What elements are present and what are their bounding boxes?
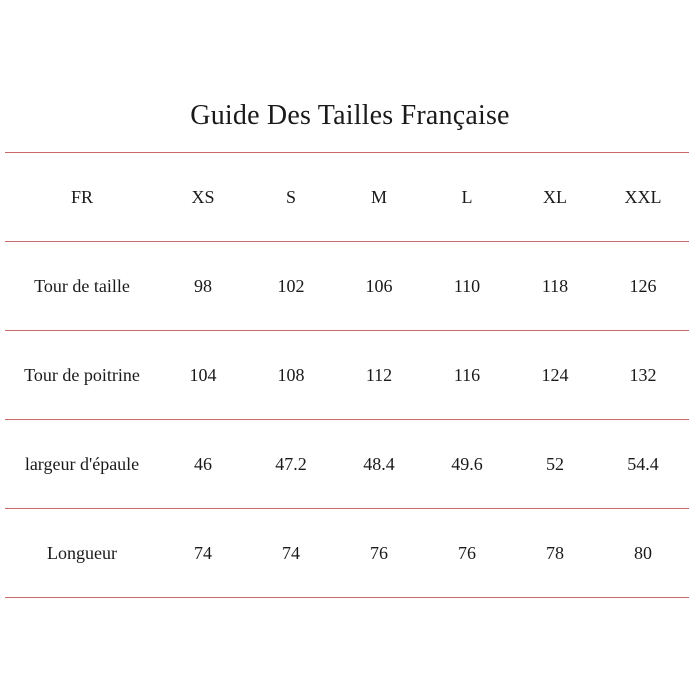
table-cell: 132 [629,364,657,385]
table-cell: 47.2 [275,453,307,474]
table-row-longueur [5,509,689,598]
page-title: Guide Des Tailles Française [190,100,510,131]
table-cell: 124 [541,364,569,385]
header-cell-xs: XS [191,186,215,207]
row-label: largeur d'épaule [24,453,140,474]
table-cell: 48.4 [363,453,395,474]
table-cell: 118 [541,275,569,296]
row-label: Tour de poitrine [24,364,140,385]
table-cell: 74 [282,542,300,563]
header-cell-fr: FR [70,186,94,207]
table-cell: 112 [365,364,393,385]
table-cell: 78 [546,542,564,563]
table-cell: 46 [194,453,212,474]
header-cell-l: L [461,186,473,207]
table-cell: 54.4 [627,453,659,474]
table-cell: 80 [634,542,652,563]
header-cell-m: M [370,186,387,207]
table-cell: 126 [629,275,657,296]
table-cell: 110 [453,275,481,296]
table-cell: 98 [194,275,212,296]
table-cell: 49.6 [451,453,483,474]
row-label: Longueur [47,542,117,563]
table-cell: 106 [365,275,393,296]
table-cell: 52 [546,453,564,474]
table-cell: 116 [453,364,481,385]
table-cell: 76 [370,542,388,563]
table-cell: 74 [194,542,212,563]
table-header-row [5,152,689,242]
table-cell: 104 [189,364,217,385]
row-label: Tour de taille [34,275,130,296]
table-cell: 108 [277,364,305,385]
header-cell-xxl: XXL [624,186,662,207]
table-row-tour-de-taille [5,242,689,331]
table-row-tour-de-poitrine [5,331,689,420]
size-table [5,152,689,598]
header-cell-s: S [285,186,296,207]
table-cell: 76 [458,542,476,563]
table-row-largeur-epaule [5,420,689,509]
header-cell-xl: XL [543,186,567,207]
table-cell: 102 [277,275,305,296]
